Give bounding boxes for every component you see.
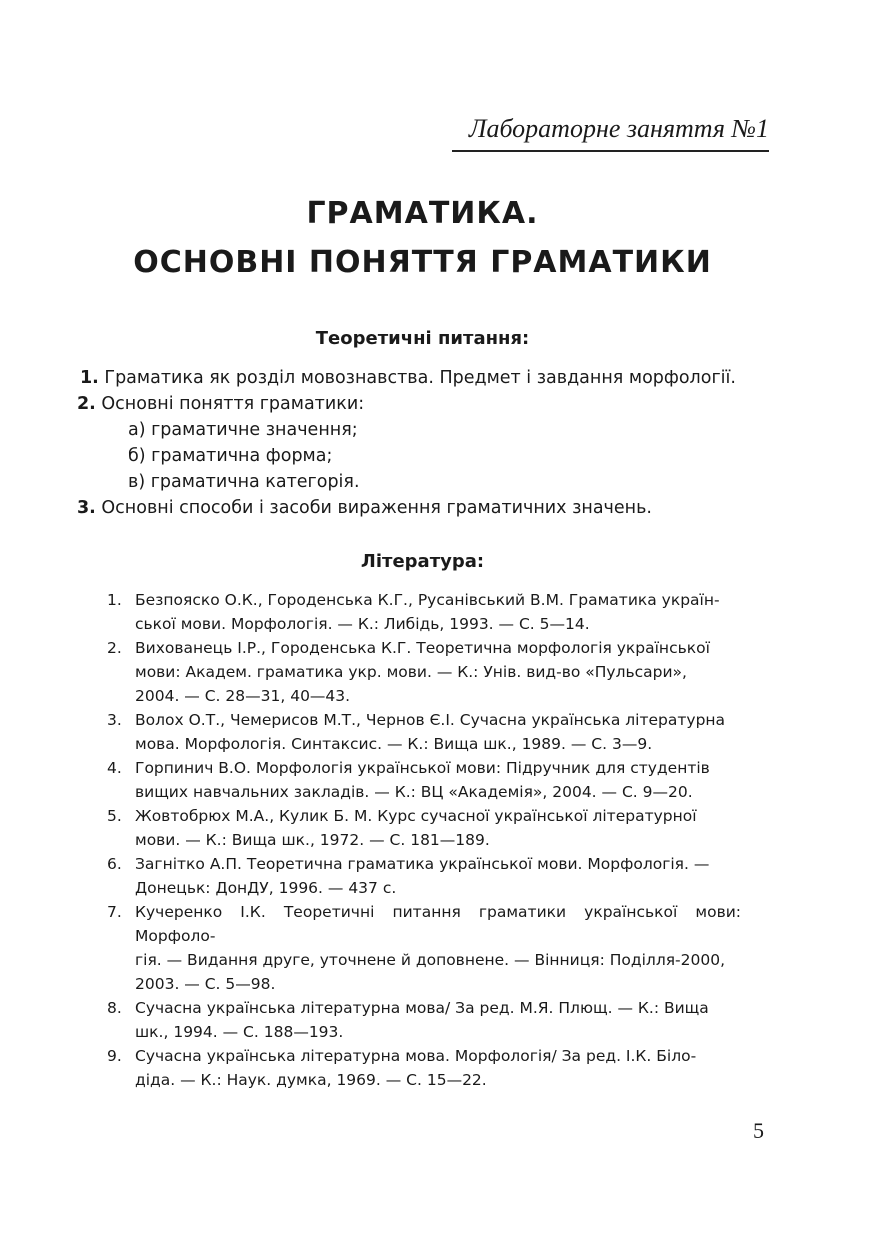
theory-subitem-b (128, 444, 332, 468)
literature-item-number: 7. (107, 903, 122, 921)
literature-line: ської мови. Морфологія. — К.: Либідь, 1993. — С. 5—14. (135, 615, 590, 633)
literature-line: Сучасна українська літературна мова/ За ред. М.Я. Плющ. — К.: Вища (135, 999, 709, 1017)
literature-item (107, 756, 741, 804)
page-title-line-1: ГРАМАТИКА. (306, 196, 539, 231)
literature-item-number: 3. (107, 711, 122, 729)
literature-item (107, 708, 741, 756)
literature-line: Донецьк: ДонДУ, 1996. — 437 с. (135, 879, 397, 897)
theory-item-text: Основні способи і засоби вираження граматичних значень. (101, 498, 652, 518)
literature-line: мови: Академ. граматика укр. мови. — К.: Унів. вид-во «Пульсари», (135, 663, 687, 681)
page-title-line-2: ОСНОВНІ ПОНЯТТЯ ГРАМАТИКИ (133, 245, 712, 280)
literature-item-number: 6. (107, 855, 122, 873)
theory-subitem-a (128, 418, 358, 442)
literature-line: Волох О.Т., Чемерисов М.Т., Чернов Є.І. Сучасна українська літературна (135, 711, 726, 729)
theory-item-number: 3. (77, 498, 96, 518)
literature-list (107, 588, 741, 1092)
literature-line: мова. Морфологія. Синтаксис. — К.: Вища шк., 1989. — С. 3—9. (135, 735, 653, 753)
theory-subitem-text: б) граматична форма; (128, 446, 333, 466)
literature-line: Горпинич В.О. Морфологія української мови: Підручник для студентів (135, 759, 710, 777)
literature-line: Безпояско О.К., Городенська К.Г., Русанівський В.М. Граматика україн- (135, 591, 720, 609)
literature-item-number: 5. (107, 807, 122, 825)
literature-line: Жовтобрюх М.А., Кулик Б. М. Курс сучасної української літературної (135, 807, 697, 825)
literature-line: 2004. — С. 28—31, 40—43. (135, 687, 351, 705)
theory-item-1 (80, 366, 736, 390)
literature-line: вищих навчальних закладів. — К.: ВЦ «Академія», 2004. — С. 9—20. (135, 783, 693, 801)
literature-item-number: 4. (107, 759, 122, 777)
literature-item-number: 9. (107, 1047, 122, 1065)
theory-heading: Теоретичні питання: (315, 328, 530, 349)
literature-line: Вихованець І.Р., Городенська К.Г. Теоретична морфологія української (135, 639, 710, 657)
theory-item-text: Основні поняття граматики: (101, 394, 365, 414)
theory-subitem-text: а) граматичне значення; (128, 420, 358, 440)
theory-item-3 (77, 496, 652, 520)
theory-item-2 (77, 392, 364, 416)
literature-item (107, 804, 741, 852)
literature-item (107, 852, 741, 900)
literature-item (107, 900, 741, 996)
literature-line: шк., 1994. — С. 188—193. (135, 1023, 344, 1041)
literature-item-number: 8. (107, 999, 122, 1017)
theory-item-number: 2. (77, 394, 96, 414)
literature-item-number: 1. (107, 591, 122, 609)
lab-header-label: Лабораторне заняття №1 (468, 114, 769, 143)
page-number: 5 (753, 1118, 764, 1143)
theory-subitem-text: в) граматична категорія. (128, 472, 360, 492)
literature-line: гія. — Видання друге, уточнене й доповнене. — Вінниця: Поділля-2000, (135, 951, 726, 969)
theory-item-text: Граматика як розділ мовознавства. Предмет і завдання морфології. (104, 368, 736, 388)
literature-line: 2003. — С. 5—98. (135, 975, 276, 993)
literature-item (107, 588, 741, 636)
literature-line: Загнітко А.П. Теоретична граматика української мови. Морфологія. — (135, 855, 710, 873)
literature-line: Кучеренко І.К. Теоретичні питання граматики української мови: Морфоло- (135, 903, 741, 945)
literature-item (107, 1044, 741, 1092)
lab-header (452, 114, 769, 152)
theory-item-number: 1. (80, 368, 99, 388)
literature-item-number: 2. (107, 639, 122, 657)
literature-line: діда. — К.: Наук. думка, 1969. — С. 15—22. (135, 1071, 487, 1089)
literature-heading: Література: (360, 551, 485, 572)
theory-subitem-c (128, 470, 360, 494)
literature-item (107, 996, 741, 1044)
literature-line: мови. — К.: Вища шк., 1972. — С. 181—189. (135, 831, 490, 849)
literature-item (107, 636, 741, 708)
literature-line: Сучасна українська літературна мова. Морфологія/ За ред. І.К. Біло- (135, 1047, 697, 1065)
